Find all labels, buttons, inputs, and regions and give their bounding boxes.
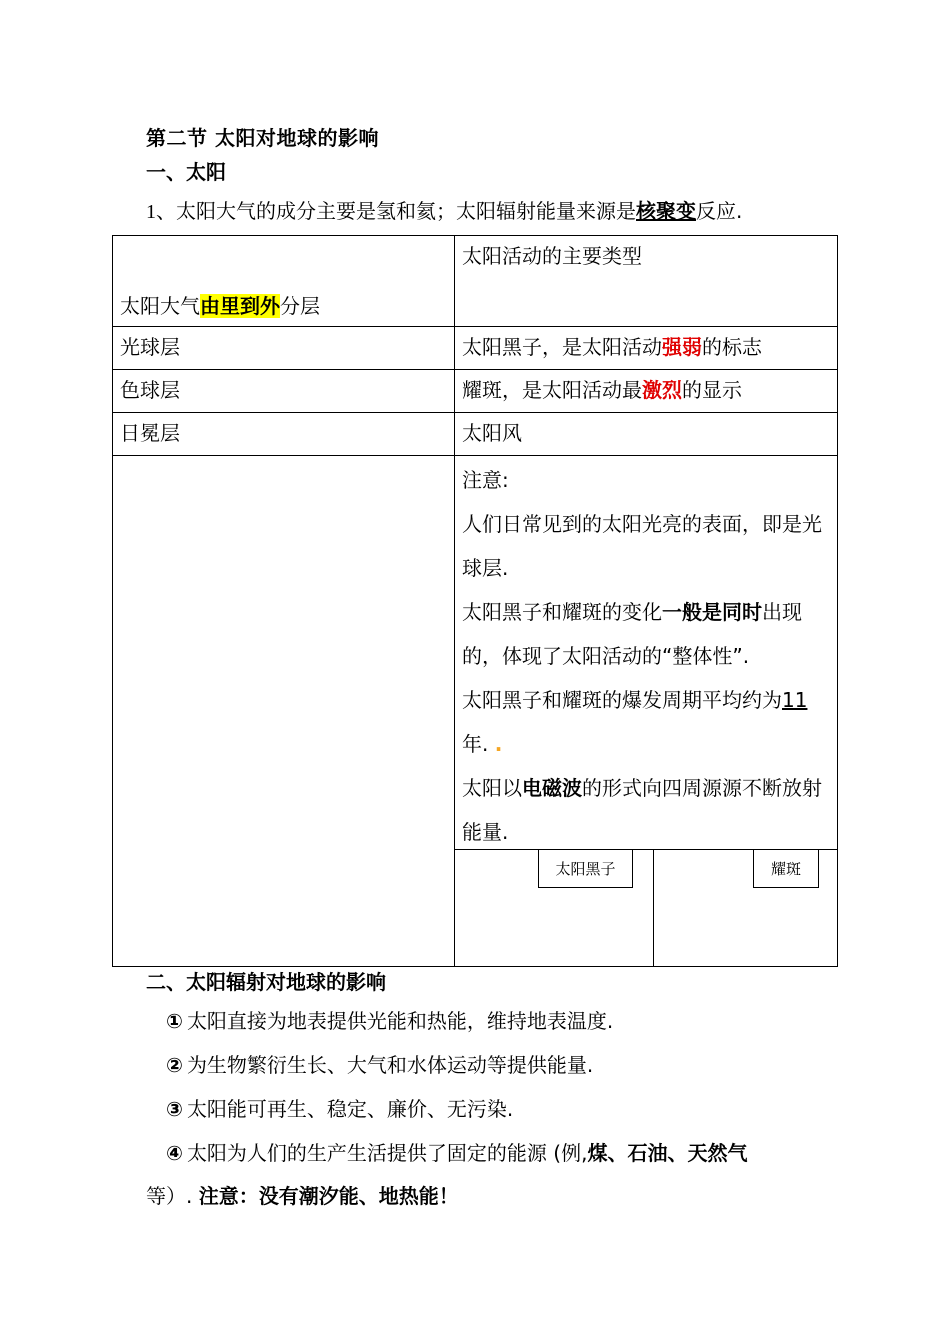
table-row-right: 耀斑，是太阳活动最激烈的显示 (462, 378, 742, 402)
intro-line (146, 195, 742, 224)
table-row-right: 太阳风 (462, 421, 522, 445)
section-heading-radiation: 二、太阳辐射对地球的影响 (146, 970, 386, 994)
table-header-layers: 太阳大气由里到外分层 (120, 294, 320, 318)
list-item: ① 太阳直接为地表提供光能和热能，维持地表温度. (166, 1009, 614, 1033)
list-item: ② 为生物繁衍生长、大气和水体运动等提供能量. (166, 1053, 594, 1077)
list-item-continuation: 等）. 注意：没有潮汐能、地热能！ (146, 1184, 459, 1208)
edit-mark: . (494, 732, 503, 756)
intro-text-a: 、太阳大气的成分主要是氢和氦；太阳辐射能量来源是 (156, 199, 636, 223)
list-item: ④ 太阳为人们的生产生活提供了固定的能源 (例,煤、石油、天然气 (166, 1141, 748, 1165)
note-paragraph: 太阳以电磁波的形式向四周源源不断放射能量. (462, 776, 822, 844)
intro-bold: 核聚变 (636, 199, 696, 223)
table-notes (462, 458, 832, 854)
highlight-inside-out: 由里到外 (200, 294, 280, 318)
note-paragraph: 太阳黑子和耀斑的变化一般是同时出现的，体现了太阳活动的“整体性”. (462, 600, 802, 668)
label-flare: 耀斑 (753, 849, 819, 888)
table-row-left: 色球层 (120, 378, 180, 402)
table-header-activity-types: 太阳活动的主要类型 (462, 244, 642, 268)
note-heading: 注意: (462, 468, 509, 492)
table-row-left: 光球层 (120, 335, 180, 359)
list-item: ③ 太阳能可再生、稳定、廉价、无污染. (166, 1097, 514, 1121)
section-heading-sun: 一、太阳 (146, 160, 226, 184)
table-row-right: 太阳黑子，是太阳活动强弱的标志 (462, 335, 762, 359)
note-paragraph: 人们日常见到的太阳光亮的表面，即是光球层. (462, 512, 822, 580)
intro-number: 1 (146, 201, 156, 223)
table-row-left: 日冕层 (120, 421, 180, 445)
label-sunspot: 太阳黑子 (538, 849, 633, 888)
page-title: 第二节 太阳对地球的影响 (146, 126, 379, 150)
note-paragraph: 太阳黑子和耀斑的爆发周期平均约为11年. . (462, 688, 808, 756)
note-bold: 注意：没有潮汐能、地热能！ (198, 1184, 459, 1208)
intro-text-b: 反应. (696, 199, 743, 223)
